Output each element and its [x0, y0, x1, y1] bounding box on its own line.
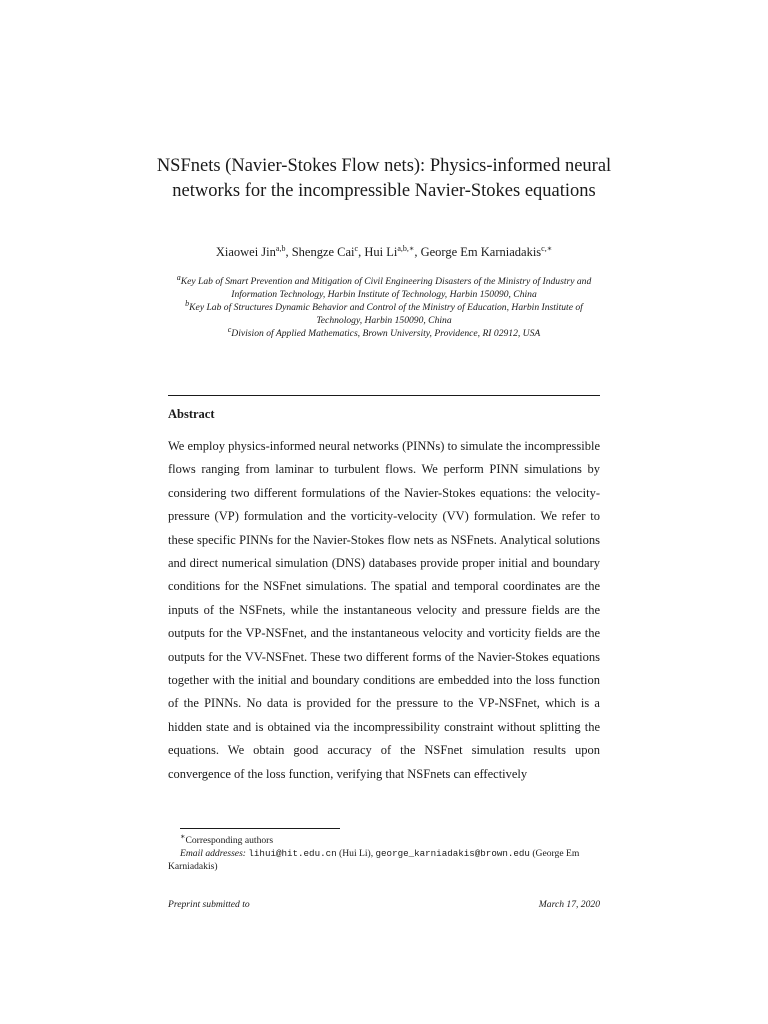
footnote [168, 830, 600, 873]
affiliation-item [168, 324, 600, 340]
author-name: Shengze Cai [291, 245, 355, 259]
email-link-2[interactable]: george_karniadakis@brown.edu [375, 848, 530, 860]
affiliation-mark: a [176, 272, 181, 282]
author-affil-mark: c [354, 243, 359, 253]
paper-title: NSFnets (Navier-Stokes Flow nets): Physics-informed neural networks for the incompressible Navier-Stokes equations [156, 156, 612, 201]
email-owner-2: (George Em Karniadakis) [168, 848, 580, 873]
email-owner-1: (Hui Li), [336, 848, 376, 860]
affiliation-item [168, 298, 600, 327]
author-name: Xiaowei Jin [215, 245, 276, 259]
email-label: Email addresses: [180, 848, 246, 860]
author-name: Hui Li [364, 245, 398, 259]
abstract-top-rule [168, 395, 600, 396]
footnote-mark: ∗ [180, 832, 186, 841]
affiliation-text: Key Lab of Smart Prevention and Mitigation of Civil Engineering Disasters of the Ministry of Industry and Information Technology, Harbin Institute of Technology, Harbin 150090, China [180, 276, 592, 300]
author-affil-mark: a,b,∗ [397, 243, 415, 253]
abstract-text: We employ physics-informed neural networks (PINNs) to simulate the incompressible flows ranging from laminar to turbulent flows. We perform PINN simulations by considering two different formulations of the Navier-Stokes equations: the velocity-pressure (VP) formulation and the vorticity-velocity (VV) formulation. We refer to these specific PINNs for the Navier-Stokes flow nets as NSFnets. Analytical solutions and direct numerical simulation (DNS) databases provide proper initial and boundary conditions for the NSFnet simulations. The spatial and temporal coordinates are the inputs of the NSFnets, while the instantaneous velocity and pressure fields are the outputs for the VP-NSFnet, and the instantaneous velocity and vorticity fields are the outputs for the VV-NSFnet. These two different forms of the Navier-Stokes equations together with the initial and boundary conditions are embedded into the loss function of the PINNs. No data is provided for the pressure to the VP-NSFnet, which is a hidden state and is obtained via the incompressibility constraint without splitting the equations. We obtain good accuracy of the NSFnet simulation results upon convergence of the loss function, verifying that NSFnets can effectively [168, 439, 600, 781]
author-list [150, 243, 618, 261]
affiliation-text: Key Lab of Structures Dynamic Behavior and Control of the Ministry of Education, Harbin Institute of Technology, Harbin 150090, China [189, 302, 583, 326]
affiliation-text: Division of Applied Mathematics, Brown University, Providence, RI 02912, USA [231, 328, 541, 339]
footnote-rule [180, 828, 340, 829]
email-link-1[interactable]: lihui@hit.edu.cn [248, 848, 337, 860]
affiliation-list [168, 272, 600, 340]
affiliation-item [168, 272, 600, 301]
author-name: George Em Karniadakis [420, 245, 542, 259]
author-separator: , [358, 245, 365, 259]
affiliation-mark: b [185, 298, 190, 308]
corresponding-note [168, 830, 600, 847]
corresponding-label: Corresponding authors [185, 835, 274, 847]
author-separator: , [414, 245, 421, 259]
author-affil-mark: c,∗ [541, 243, 553, 253]
author-separator: , [285, 245, 292, 259]
footer-submission: Preprint submitted to [168, 899, 250, 910]
abstract-heading: Abstract [168, 407, 215, 421]
email-note [168, 847, 600, 873]
affiliation-mark: c [227, 324, 232, 334]
author-affil-mark: a,b [275, 243, 286, 253]
footer-date: March 17, 2020 [538, 899, 600, 910]
